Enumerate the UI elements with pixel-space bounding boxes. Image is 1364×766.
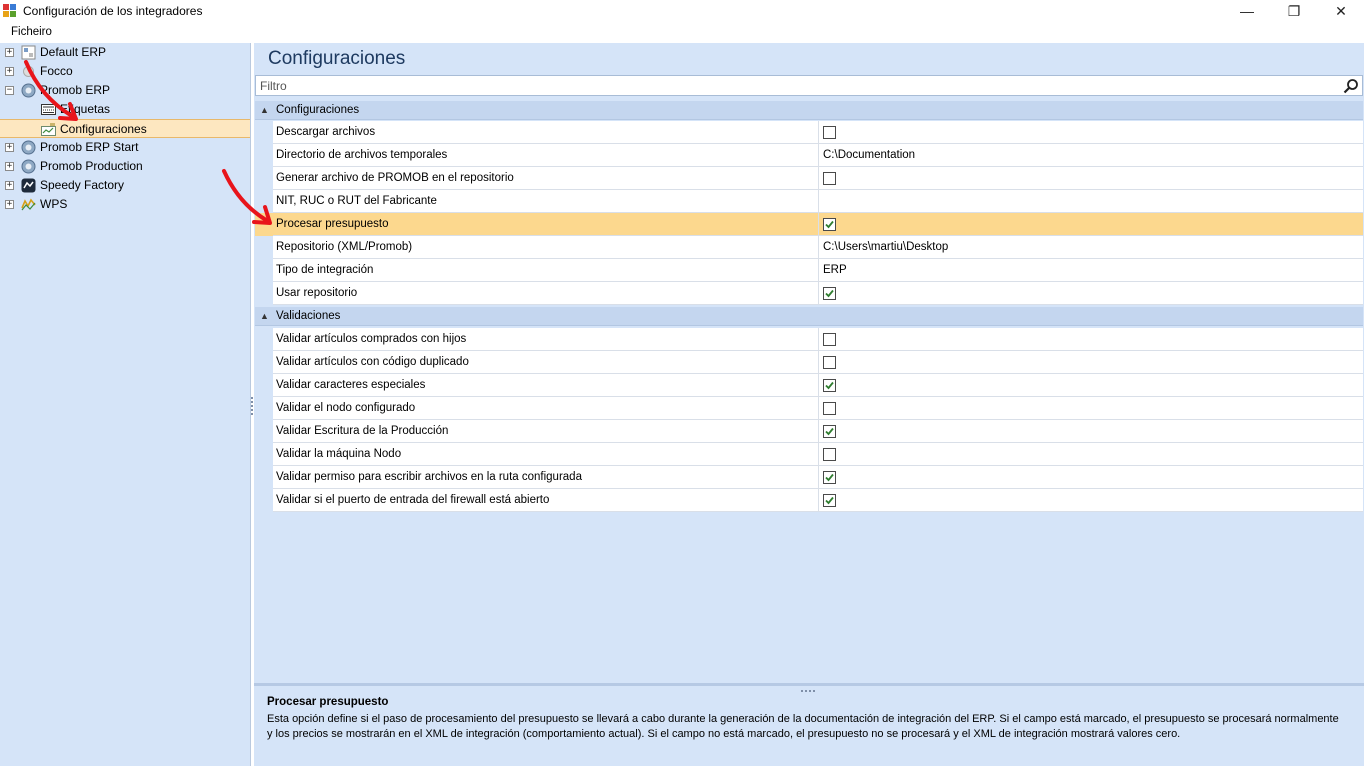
property-checkbox[interactable] xyxy=(823,356,836,369)
property-name: Tipo de integración xyxy=(276,264,374,276)
property-row[interactable] xyxy=(255,489,1363,512)
category-validaciones[interactable] xyxy=(255,307,1363,326)
horizontal-splitter[interactable] xyxy=(800,682,818,685)
menu-bar xyxy=(0,23,1364,43)
property-name: Validar Escritura de la Producción xyxy=(276,425,449,437)
property-row[interactable] xyxy=(255,144,1363,167)
tree-node-label: WPS xyxy=(40,197,68,211)
checkmark-icon xyxy=(824,426,835,437)
property-name: Validar artículos con código duplicado xyxy=(276,356,469,368)
property-row[interactable] xyxy=(255,420,1363,443)
property-name: Validar si el puerto de entrada del firewall está abierto xyxy=(276,494,550,506)
expand-icon[interactable]: + xyxy=(6,199,13,209)
app-icon xyxy=(3,4,17,18)
property-name: NIT, RUC o RUT del Fabricante xyxy=(276,195,437,207)
tree-node-wps[interactable] xyxy=(0,195,250,214)
tree-node-label: Promob ERP xyxy=(40,83,111,97)
focco-icon xyxy=(21,64,36,79)
property-checkbox[interactable] xyxy=(823,448,836,461)
minimize-button[interactable]: — xyxy=(1240,3,1254,19)
property-row-selected[interactable] xyxy=(255,213,1363,236)
category-label: Validaciones xyxy=(276,310,341,322)
property-value[interactable]: C:\Documentation xyxy=(823,149,916,161)
tree-node-default-erp[interactable] xyxy=(0,43,250,62)
chevron-up-icon[interactable]: ▲ xyxy=(260,105,269,115)
property-name: Validar caracteres especiales xyxy=(276,379,426,391)
promob-erp-start-icon xyxy=(21,140,36,155)
property-name: Usar repositorio xyxy=(276,287,358,299)
expand-icon[interactable]: + xyxy=(6,180,13,190)
property-row[interactable] xyxy=(255,167,1363,190)
maximize-button[interactable]: ❐ xyxy=(1287,3,1301,19)
property-checkbox[interactable] xyxy=(823,471,836,484)
tree-node-label: Focco xyxy=(40,64,73,78)
property-row[interactable] xyxy=(255,466,1363,489)
property-row[interactable] xyxy=(255,259,1363,282)
property-row[interactable] xyxy=(255,190,1363,213)
property-name: Validar la máquina Nodo xyxy=(276,448,402,460)
promob-erp-icon xyxy=(21,83,36,98)
category-configuraciones[interactable] xyxy=(255,101,1363,120)
tree-node-label: Promob ERP Start xyxy=(40,140,139,154)
checkmark-icon xyxy=(824,288,835,299)
labels-icon xyxy=(41,102,56,117)
property-row[interactable] xyxy=(255,121,1363,144)
window-title: Configuración de los integradores xyxy=(23,4,203,18)
property-name: Procesar presupuesto xyxy=(276,218,389,230)
property-checkbox[interactable] xyxy=(823,494,836,507)
property-row[interactable] xyxy=(255,397,1363,420)
filter-input[interactable] xyxy=(255,75,1363,96)
chevron-up-icon[interactable]: ▲ xyxy=(260,311,269,321)
close-button[interactable]: ✕ xyxy=(1335,3,1347,19)
expand-icon[interactable]: + xyxy=(6,161,13,171)
description-text: Esta opción define si el paso de procesamiento del presupuesto se llevará a cabo durante la generación de la documentación de integración del ERP. Si el campo está marcado, el presupuesto se procesará normalmente y los precios se mostrarán en el XML de integración (comportamiento actual). Si el campo no está marcado, el presupuesto no se procesará y el XML de integración mostrará valores cero. xyxy=(267,713,1339,740)
tree-node-promob-erp[interactable] xyxy=(0,81,250,100)
property-checkbox[interactable] xyxy=(823,126,836,139)
tree-node-label: Promob Production xyxy=(40,159,143,173)
expand-icon[interactable]: + xyxy=(6,47,13,57)
property-value[interactable]: C:\Users\martiu\Desktop xyxy=(823,241,949,253)
property-name: Repositorio (XML/Promob) xyxy=(276,241,413,253)
checkmark-icon xyxy=(824,495,835,506)
default-erp-icon xyxy=(21,45,36,60)
property-row[interactable] xyxy=(255,282,1363,305)
description-title: Procesar presupuesto xyxy=(267,696,389,708)
collapse-icon[interactable]: − xyxy=(6,85,13,95)
property-row[interactable] xyxy=(255,328,1363,351)
checkmark-icon xyxy=(824,219,835,230)
property-name: Descargar archivos xyxy=(276,126,376,138)
property-checkbox[interactable] xyxy=(823,333,836,346)
property-name: Directorio de archivos temporales xyxy=(276,149,448,161)
speedy-factory-icon xyxy=(21,178,36,193)
category-label: Configuraciones xyxy=(276,104,360,116)
property-name: Generar archivo de PROMOB en el repositorio xyxy=(276,172,514,184)
property-row[interactable] xyxy=(255,374,1363,397)
property-name: Validar el nodo configurado xyxy=(276,402,416,414)
title-bar xyxy=(0,0,1364,23)
promob-production-icon xyxy=(21,159,36,174)
property-checkbox[interactable] xyxy=(823,287,836,300)
property-panel xyxy=(254,43,1364,766)
property-name: Validar artículos comprados con hijos xyxy=(276,333,467,345)
tree-node-label: Default ERP xyxy=(40,45,107,59)
property-checkbox[interactable] xyxy=(823,379,836,392)
property-row[interactable] xyxy=(255,443,1363,466)
tree-node-label: Configuraciones xyxy=(60,122,147,136)
tree-node-speedy-factory[interactable] xyxy=(0,176,250,195)
description-pane xyxy=(254,683,1364,766)
tree-node-promob-erp-start[interactable] xyxy=(0,138,250,157)
tree-node-etiquetas[interactable] xyxy=(0,100,250,119)
page-title: Configuraciones xyxy=(268,48,406,69)
tree-node-focco[interactable] xyxy=(0,62,250,81)
property-value[interactable]: ERP xyxy=(823,264,847,276)
integrator-tree xyxy=(0,43,251,766)
checkmark-icon xyxy=(824,380,835,391)
search-icon[interactable] xyxy=(1343,78,1359,94)
wps-icon xyxy=(21,197,36,212)
property-checkbox[interactable] xyxy=(823,402,836,415)
tree-node-promob-production[interactable] xyxy=(0,157,250,176)
checkmark-icon xyxy=(824,472,835,483)
property-name: Validar permiso para escribir archivos en la ruta configurada xyxy=(276,471,582,483)
tree-node-label: Speedy Factory xyxy=(40,178,125,192)
property-checkbox[interactable] xyxy=(823,425,836,438)
filter-placeholder: Filtro xyxy=(260,79,287,93)
menu-ficheiro[interactable]: Ficheiro xyxy=(11,26,52,38)
expand-icon[interactable]: + xyxy=(6,142,13,152)
property-checkbox[interactable] xyxy=(823,172,836,185)
property-row[interactable] xyxy=(255,236,1363,259)
tree-node-label: Etiquetas xyxy=(60,102,111,116)
configuration-icon xyxy=(41,122,56,137)
property-row[interactable] xyxy=(255,351,1363,374)
property-checkbox[interactable] xyxy=(823,218,836,231)
tree-node-configuraciones[interactable] xyxy=(0,119,250,138)
expand-icon[interactable]: + xyxy=(6,66,13,76)
